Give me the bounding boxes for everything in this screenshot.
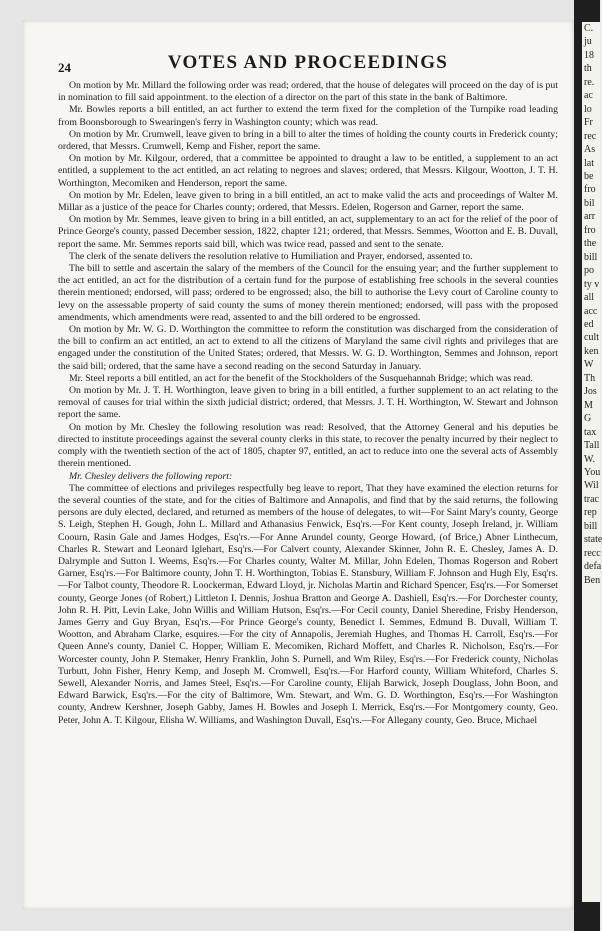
paragraph: The bill to settle and ascertain the salary of the members of the Council for the ensuing year; and the further supplement to the act entitled, an act for the distribution of a certain fund for the purpose of establishing free schools in the several counties therein mentioned; endorsed, will pass; ordered to be engrossed; also, the bill to authorise the Levy court of Caroline county to levy on the assessable property of said county the sums of money therein mentioned; endorsed, will pass with the proposed amendments, which amendments were read, assented to and the bill ordered to be engrossed.: [58, 263, 558, 323]
adjacent-page-fragment: ty v: [584, 278, 600, 290]
adjacent-page-fragment: ed: [584, 318, 594, 330]
adjacent-page-fragment: acc: [584, 305, 598, 317]
paragraph: Mr. Bowles reports a bill entitled, an act further to extend the term fixed for the completion of the Turnpike road leading from Boonsborough to Swearingen's ferry in Washington county; which was read.: [58, 104, 558, 128]
paragraph: Mr. Chesley delivers the following report:: [69, 470, 233, 482]
adjacent-page-fragment: You: [584, 466, 601, 478]
adjacent-page-fragment: bill: [584, 251, 598, 263]
adjacent-page-fragment: As: [584, 144, 596, 156]
adjacent-page-fragment: th: [584, 63, 592, 75]
paragraph: On motion by Mr. J. T. H. Worthington, leave given to bring in a bill entitled, a further supplement to an act relating to the removal of causes for trial within the sixth judicial district; ordered, that Messrs. J. T. H. Worthington, W. Stewart and Johnson report the same.: [58, 385, 558, 421]
adjacent-page-fragment: ju: [584, 36, 592, 48]
adjacent-page-fragment: rep: [584, 507, 597, 519]
adjacent-page-fragment: lat: [584, 157, 594, 169]
paragraph: On motion by Mr. Millard the following order was read; ordered, that the house of delegates will proceed on the day of is put in nomination to fill said appointment. to the election of a director on the part of this state in the bank of Baltimore.: [58, 80, 558, 104]
adjacent-page-fragment: the: [584, 238, 597, 250]
adjacent-page-fragment: Th: [584, 372, 596, 384]
adjacent-page-edge: [582, 22, 600, 902]
adjacent-page-fragment: Jos: [584, 386, 597, 398]
page-header: [58, 40, 558, 75]
page-body: [58, 80, 558, 727]
adjacent-page-fragment: be: [584, 170, 594, 182]
adjacent-page-fragment: arr: [584, 211, 596, 223]
adjacent-page-fragment: ken: [584, 345, 599, 357]
paragraph: The clerk of the senate delivers the resolution relative to Humiliation and Prayer, endorsed, assented to.: [69, 250, 473, 262]
paragraph: On motion by Mr. Semmes, leave given to bring in a bill entitled, an act, supplementary to an act for the relief of the poor of Prince George's county, passed December session, 1822, chapter 121; ordered, that Messrs. Semmes, Wootton and E. B. Duvall, report the same. Mr. Semmes reports said bill, which was twice read, passed and sent to the senate.: [58, 214, 558, 250]
adjacent-page-fragment: cult: [584, 332, 599, 344]
adjacent-page-fragment: tax: [584, 426, 597, 438]
adjacent-page-fragment: fro: [584, 224, 596, 236]
adjacent-page-fragment: defa: [584, 561, 602, 573]
adjacent-page-fragment: M: [584, 399, 593, 411]
adjacent-page-fragment: Tall: [584, 440, 600, 452]
adjacent-page-fragment: fro: [584, 184, 596, 196]
running-head: VOTES AND PROCEEDINGS: [167, 52, 449, 73]
paragraph: On motion by Mr. Edelen, leave given to bring in a bill entitled, an act to make valid the acts and proceedings of Walter M. Millar as a justice of the peace for Charles county; ordered, that Messrs. Edelen, Rogerson and Garner, report the same.: [58, 189, 558, 214]
adjacent-page-fragment: re.: [584, 76, 595, 88]
adjacent-page-fragment: G: [584, 413, 592, 425]
adjacent-page-fragment: po: [584, 265, 594, 277]
paragraph: Mr. Steel reports a bill entitled, an act for the benefit of the Stockholders of the Susquehannah Bridge; which was read.: [69, 372, 533, 384]
page-number: 24: [58, 60, 71, 75]
adjacent-page-fragment: 18: [584, 49, 594, 61]
adjacent-page-fragment: Wil: [584, 480, 599, 492]
adjacent-page-fragment: recc: [584, 547, 601, 559]
adjacent-page-fragment: trac: [584, 493, 599, 505]
paragraph: On motion by Mr. Chesley the following resolution was read: Resolved, that the Attorney General and his deputies be directed to institute proceedings against the several county clerks in this state, to recover the penalty incurred by their neglect to comply with the twentieth section of the act of 1805, chapter 97, entitled, an act to reduce into one the several acts of Assembly therein mentioned.: [58, 421, 558, 470]
paragraph: On motion by Mr. Crumwell, leave given to bring in a bill to alter the times of holding the county courts in Frederick county; ordered, that Messrs. Crumwell, Kemp and Fisher, report the same.: [58, 128, 558, 153]
adjacent-page-fragment: C.: [584, 23, 594, 34]
adjacent-page-fragment: W.: [584, 453, 596, 465]
adjacent-page-fragment: lo: [584, 103, 592, 115]
adjacent-page-fragment: all: [584, 292, 594, 304]
adjacent-page-fragment: rec: [584, 130, 597, 142]
adjacent-page-fragment: W: [584, 359, 594, 371]
adjacent-page-fragment: ac: [584, 90, 593, 102]
adjacent-page-fragment: Ben: [584, 574, 601, 586]
adjacent-page-fragment: bill: [584, 520, 598, 532]
paragraph: The committee of elections and privileges respectfully beg leave to report, That they have examined the election returns for the several counties of the state, and for the cities of Baltimore and Annapolis, and find that by the said returns, the following persons are duly elected, declared, and returned as members of the house of delegates, to wit—For Saint Mary's county, George S. Leigh, Stephen H. Gough, John L. Millard and Athanasius Fenwick, Esq'rs.—For Kent county, Joseph Ireland, jr. William Coourn, Rasin Gale and James Hodges, Esq'rs.—For Anne Arundel county, George Howard, (of Brice,) Abner Linthecum, Charles R. Stewart and Leonard Iglehart, Esq'rs.—For Calvert county, Alexander Skinner, John R. E. Chesley, James A. D. Dalrymple and Sutton I. Weems, Esq'rs.—For Charles county, Walter M. Millar, John Edelen, Thomas Rogerson and Robert Garner, Esq'rs.—For Baltimore county, John T. H. Worthington, Tobias E. Stansbury, William F. Johnson and Hugh Ely, Esq'rs.—For Talbot county, Theodore R. Loockerman, Edward Lloyd, jr. Nicholas Martin and Richard Spencer, Esq'rs.—For Somerset county, George Jones (of Robert,) Littleton I. Dennis, Joshua Bratton and George A. Dashiell, Esq'rs.—For Dorchester county, John R. H. Pitt, Levin Lake, John Willis and William Hutson, Esq'rs.—For Cecil county, Daniel Sheredine, Frisby Henderson, James Gerry and Guy Bryan, Esq'rs.—For Prince George's county, Benedict I. Semmes, Edmund B. Duvall, William T. Wootton, and Abraham Clarke, esquires.—For the city of Annapolis, Jeremiah Hughes, and Thomas H. Carroll, Esq'rs.—For Queen Anne's county, Daniel C. Hopper, William E. Mecomiken, Richard Moffett, and Charles R. Nicholson, Esq'rs.—For Worcester county, John P. Stemaker, Henry Franklin, John S. Purnell, and Wm Riley, Esq'rs.—For Frederick county, Nicholas Turbutt, John Fisher, Henry Kemp, and Joseph M. Cromwell, Esq'rs.—For Harford county, William Whiteford, Charles S. Sewell, Alexander Norris, and James Steel, Esq'rs.—For Caroline county, Elijah Barwick, Joseph Douglass, John Boon, and Edward Barwick, Esq'rs.—For the city of Baltimore, Wm. Stewart, and Wm. G. D. Worthington, Esq'rs.—For Washington county, Andrew Kershner, Joseph Gabby, James H. Bowles and Joseph I. Merrick, Esq'rs.—For Montgomery county, Geo. Peter, John A. T. Kilgour, Elisha W. Williams, and Washington Duvall, Esq'rs.—For Allegany county, Geo. Bruce, Michael: [58, 482, 558, 726]
paragraph: On motion by Mr. Kilgour, ordered, that a committee be appointed to draught a law to be entitled, a supplement to an act entitled, a supplement to the act entitled, an act relating to negroes and slaves; ordered, that Messrs. Kilgour, Wootton, J. T. H. Worthington, Mecomiken and Henderson, report the same.: [58, 153, 558, 189]
adjacent-page-fragment: bil: [584, 197, 595, 209]
adjacent-page-fragment: Fr: [584, 117, 593, 129]
paragraph: On motion by Mr. W. G. D. Worthington the committee to reform the constitution was discharged from the consideration of the bill to confirm an act entitled, an act to extend to all the citizens of Maryland the same civil rights and privileges that are engaged under the constitution of the United States; ordered, that Messrs. W. G. D. Worthington, Semmes and Johnson, report the said bill; ordered, that the same have a second reading on the second Saturday in January.: [58, 324, 558, 372]
adjacent-page-fragment: state: [584, 534, 602, 546]
